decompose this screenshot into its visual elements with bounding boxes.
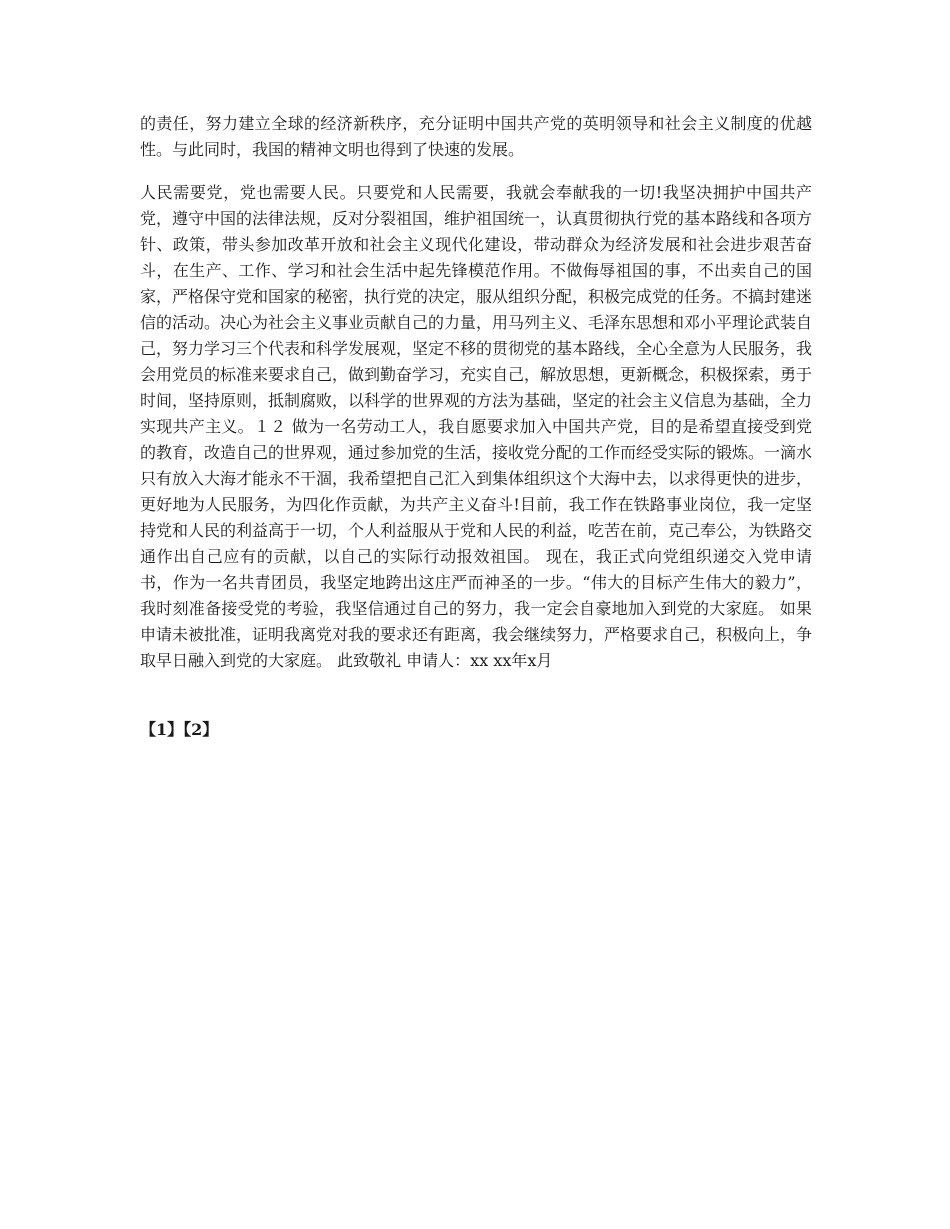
page-link-2[interactable]: 【2】 (183, 720, 219, 739)
paragraph-2: 人民需要党，党也需要人民。只要党和人民需要，我就会奉献我的一切!我坚决拥护中国共产党，遵守中国的法律法规，反对分裂祖国，维护祖国统一，认真贯彻执行党的基本路线和各项方针、政策，带头参加改革开放和社会主义现代化建设，带动群众为经济发展和社会进步艰苦奋斗，在生产、工作、学习和社会生活中起先锋模范作用。不做侮辱祖国的事，不出卖自己的国家，严格保守党和国家的秘密，执行党的决定，服从组织分配，积极完成党的任务。不搞封建迷信的活动。决心为社会主义事业贡献自己的力量，用马列主义、毛泽东思想和邓小平理论武装自己，努力学习三个代表和科学发展观，坚定不移的贯彻党的基本路线，全心全意为人民服务，我会用党员的标准来要求自己，做到勤奋学习，充实自己，解放思想，更新概念，积极探索，勇于时间，坚持原则，抵制腐败，以科学的世界观的方法为基础，坚定的社会主义信息为基础，全力实现共产主义。１２ 做为一名劳动工人，我自愿要求加入中国共产党，目的是希望直接受到党的教育，改造自己的世界观，通过参加党的生活，接收党分配的工作而经受实际的锻炼。一滴水只有放入大海才能永不干涸，我希望把自己汇入到集体组织这个大海中去，以求得更快的进步，更好地为人民服务，为四化作贡献，为共产主义奋斗!目前，我工作在铁路事业岗位，我一定坚持党和人民的利益高于一切，个人利益服从于党和人民的利益，吃苦在前，克己奉公，为铁路交通作出自己应有的贡献，以自己的实际行动报效祖国。 现在，我正式向党组织递交入党申请书，作为一名共青团员，我坚定地跨出这庄严而神圣的一步。“伟大的目标产生伟大的毅力”，我时刻准备接受党的考验，我坚信通过自己的努力，我一定会自豪地加入到党的大家庭。 如果申请未被批准，证明我离党对我的要求还有距离，我会继续努力，严格要求自己，积极向上，争取早日融入到党的大家庭。 此致敬礼 申请人：xx xx年x月 (140, 183, 813, 670)
pagination (140, 717, 218, 743)
page-link-1[interactable]: 【1】 (140, 720, 184, 739)
paragraph-1: 的责任，努力建立全球的经济新秩序，充分证明中国共产党的英明领导和社会主义制度的优越性。与此同时，我国的精神文明也得到了快速的发展。 (140, 114, 812, 159)
